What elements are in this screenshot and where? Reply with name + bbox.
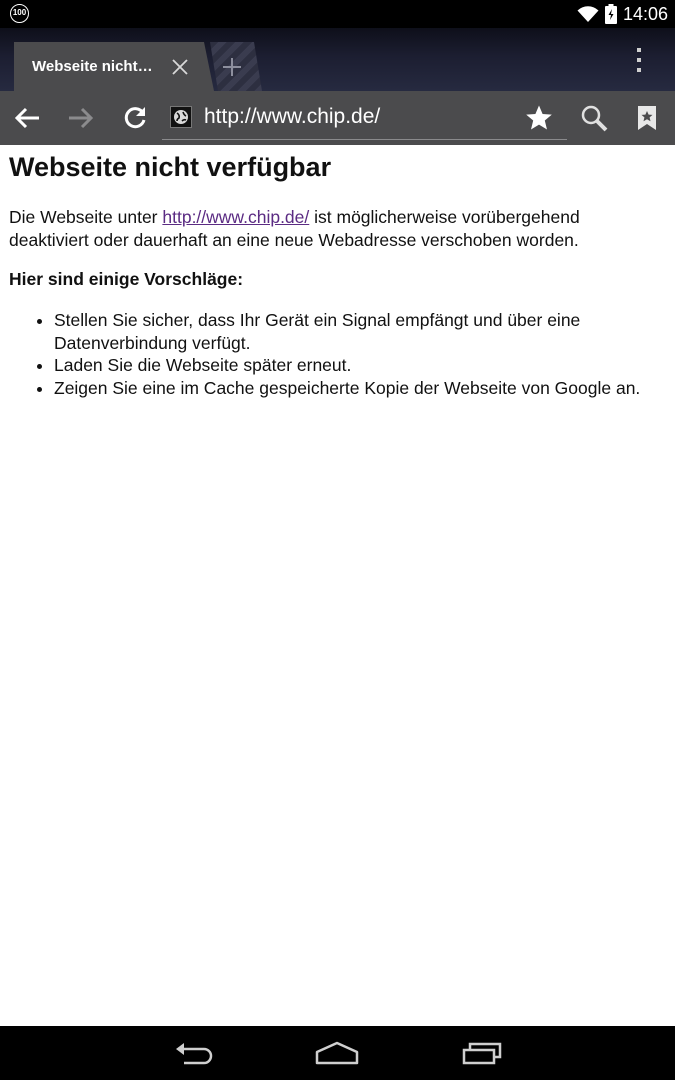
reload-icon <box>122 105 148 131</box>
close-icon[interactable] <box>171 58 189 76</box>
nav-home-icon <box>315 1041 359 1065</box>
globe-favicon-icon <box>170 106 192 128</box>
list-item: • Stellen Sie sicher, dass Ihr Gerät ein Signal empfängt und über eine Datenverbindung verfügt. <box>54 309 664 354</box>
error-description <box>9 206 659 252</box>
bookmarks-icon <box>637 105 657 131</box>
suggestions-list <box>9 309 664 399</box>
system-navigation-bar <box>0 1026 675 1080</box>
forward-button[interactable] <box>58 91 104 145</box>
search-icon <box>580 104 608 132</box>
intro-text-after: ist möglicherweise vorübergehend deaktiviert oder dauerhaft an eine neue Webadresse verschoben worden. <box>9 207 580 250</box>
star-icon <box>525 104 553 132</box>
suggestions-heading: Hier sind einige Vorschläge: <box>9 269 244 289</box>
nav-back-button[interactable] <box>164 1026 224 1080</box>
intro-text-before: Die Webseite unter <box>9 207 163 227</box>
battery-icon <box>605 4 617 24</box>
wifi-icon <box>577 5 599 23</box>
notification-badge: 100 <box>10 4 29 23</box>
nav-home-button[interactable] <box>307 1026 367 1080</box>
url-text: http://www.chip.de/ <box>204 105 381 128</box>
bookmarks-button[interactable] <box>624 91 670 145</box>
list-item: • Laden Sie die Webseite später erneut. <box>54 354 664 377</box>
tab-title: Webseite nicht… <box>32 58 153 75</box>
page-title: Webseite nicht verfügbar <box>9 152 332 182</box>
plus-icon <box>222 57 242 77</box>
reload-button[interactable] <box>112 91 158 145</box>
overflow-menu-icon[interactable] <box>630 44 648 76</box>
tab-active[interactable] <box>14 42 204 91</box>
url-bar[interactable] <box>162 99 567 140</box>
new-tab-button[interactable] <box>210 42 262 91</box>
back-arrow-icon <box>13 106 41 130</box>
clock: 14:06 <box>622 3 668 24</box>
nav-back-icon <box>174 1041 214 1065</box>
nav-recents-icon <box>462 1041 502 1065</box>
nav-recents-button[interactable] <box>452 1026 512 1080</box>
list-item: • Zeigen Sie eine im Cache gespeicherte Kopie der Webseite von Google an. <box>54 377 664 400</box>
bookmark-star-button[interactable] <box>516 91 562 145</box>
browser-toolbar <box>0 91 675 145</box>
failed-url-link[interactable]: http://www.chip.de/ <box>162 207 310 227</box>
status-bar <box>0 0 675 28</box>
forward-arrow-icon <box>67 106 95 130</box>
tab-strip <box>0 28 675 91</box>
search-button[interactable] <box>571 91 617 145</box>
back-button[interactable] <box>4 91 50 145</box>
